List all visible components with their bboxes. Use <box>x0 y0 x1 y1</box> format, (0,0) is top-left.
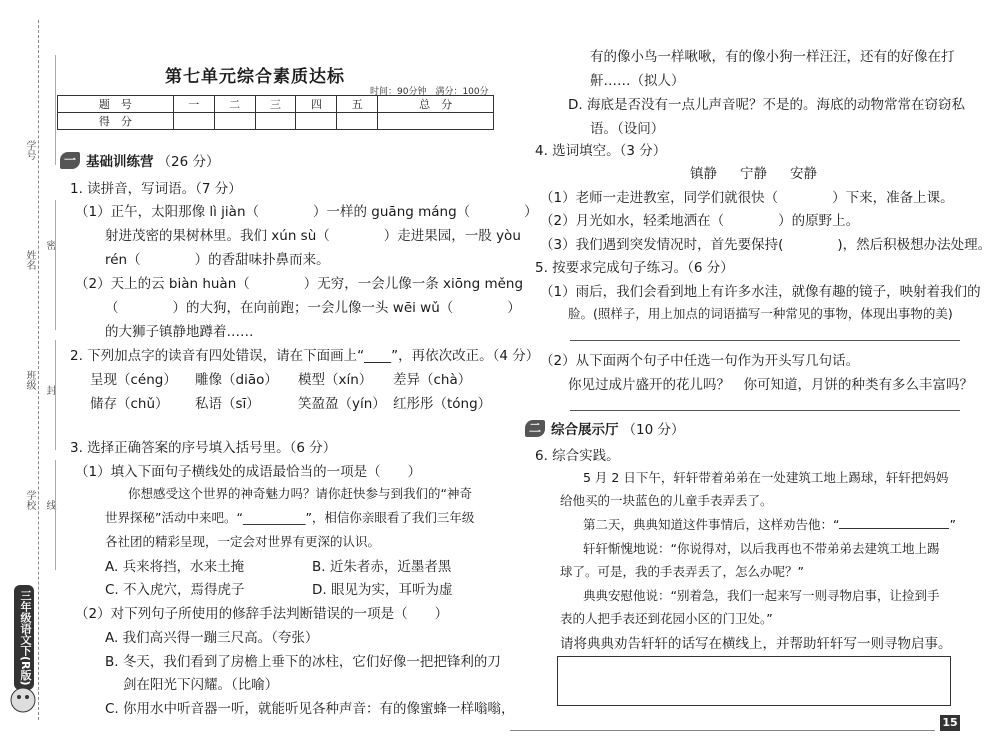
q2-item: 呈现（céng） <box>90 372 177 388</box>
q6-para-2-text: 第二天，典典知道这件事情后，这样劝告他：“ <box>583 517 840 532</box>
q5-2-line-b: 你见过成片盛开的花儿吗？ 你可知道，月饼的种类有多么丰富吗？ <box>568 377 973 393</box>
question-5: 5. 按要求完成句子练习。（6 分） <box>535 260 734 276</box>
question-4: 4. 选词填空。（3 分） <box>535 143 667 159</box>
question-2: 2. 下列加点字的读音有四处错误，请在下面画上“____”，再依次改正。（4 分） <box>70 348 540 364</box>
q3-1-passage-2: 世界探秘”活动中来吧。“__________”，相信你亲眼看了我们三年级 <box>105 510 475 525</box>
section-2-number: 二 <box>525 420 545 437</box>
q6-para-2-end: ” <box>949 517 956 532</box>
q6-advice-blank[interactable] <box>839 516 949 529</box>
q3-2-option-b-2: 剑在阳光下闪耀。（比喻） <box>123 677 279 693</box>
section-1-heading <box>60 150 219 170</box>
score-cell: 五 <box>337 96 378 113</box>
name-label: 姓名 <box>24 250 35 270</box>
section-2-heading <box>525 418 684 438</box>
q6-task: 请将典典劝告轩轩的话写在横线上，并帮助轩轩写一则寻物启事。 <box>560 636 952 652</box>
q3-1-prompt: （1）填入下面句子横线处的成语最恰当的一项是（ ） <box>75 464 422 480</box>
q1-1-line-b: 射进茂密的果树林里。我们 xún sù（ ）走进果园，一股 yòu <box>105 228 521 244</box>
book-label: 三年级语文下(R版) <box>19 590 32 686</box>
score-cell: 得 分 <box>58 113 174 130</box>
q4-2: （2）月光如水，轻柔地洒在（ ）的原野上。 <box>540 213 860 229</box>
score-input[interactable] <box>378 113 494 130</box>
q2-item: 笑盈盈（yín） <box>298 396 386 412</box>
student-no-line <box>55 55 56 165</box>
section-2-points: （10 分） <box>622 422 685 438</box>
section-1-number: 一 <box>60 152 80 169</box>
q2-item: 模型（xín） <box>298 372 373 388</box>
name-line <box>55 200 56 330</box>
question-3: 3. 选择正确答案的序号填入括号里。（6 分） <box>70 440 337 456</box>
q4-word: 安静 <box>790 166 817 182</box>
q6-para-2 <box>583 515 956 533</box>
q1-1-line-c: rén（ ）的香甜味扑鼻而来。 <box>105 252 330 268</box>
q5-1-answer-line[interactable] <box>570 340 960 341</box>
score-input[interactable] <box>255 113 296 130</box>
section-1-title: 基础训练营 <box>86 154 154 170</box>
seal-word-2: 封 <box>44 385 55 395</box>
seal-word-1: 密 <box>44 240 55 250</box>
q3-1-passage-1: 你想感受这个世界的神奇魅力吗？请你赶快参与到我们的“神奇 <box>128 486 472 501</box>
class-line <box>55 340 56 450</box>
school-label: 学校 <box>24 490 35 510</box>
section-2-title: 综合展示厅 <box>551 422 619 438</box>
q3-2-option-d-1: D. 海底是否没有一点儿声音呢？不是的。海底的动物常常在窃窃私 <box>568 97 965 113</box>
q3-2-prompt: （2）对下列句子所使用的修辞手法判断错误的一项是（ ） <box>75 606 449 622</box>
score-cell: 四 <box>296 96 337 113</box>
q2-item: 差异（chà） <box>393 372 472 388</box>
q4-word: 宁静 <box>740 166 767 182</box>
q3-2-option-d-2: 语。（设问） <box>590 121 665 137</box>
page-footer-line <box>510 730 935 731</box>
score-cell: 一 <box>173 96 214 113</box>
score-cell: 题 号 <box>58 96 174 113</box>
q5-1-line-b: 脸。(照样子，用上加点的词语描写一种常见的事物，体现出事物的美) <box>568 306 953 321</box>
q2-item: 雕像（diāo） <box>195 372 278 388</box>
book-badge <box>8 585 38 715</box>
q3-2-option-c-cont-1: 有的像小鸟一样啾啾，有的像小狗一样汪汪，还有的好像在打 <box>590 49 955 65</box>
q1-2-line-a: （2）天上的云 biàn huàn（ ）无穷，一会儿像一条 xiōng měng <box>75 276 524 292</box>
q3-2-option-a: A. 我们高兴得一蹦三尺高。（夸张） <box>105 630 319 646</box>
school-line <box>55 460 56 570</box>
q3-2-option-b-1: B. 冬天，我们看到了房檐上垂下的冰柱，它们好像一把把锋利的刀 <box>105 654 501 670</box>
score-input[interactable] <box>214 113 255 130</box>
q1-2-line-c: 的大狮子镇静地蹲着…… <box>105 324 254 340</box>
q6-para-1b: 给他买的一块蓝色的儿童手表弄丢了。 <box>560 493 773 508</box>
q5-1-line-a: （1）雨后，我们会看到地上有许多水洼，就像有趣的镜子，映射着我们的 <box>540 284 981 300</box>
page-number: 15 <box>940 715 960 731</box>
score-value-row <box>58 113 494 130</box>
q4-word: 镇静 <box>690 166 717 182</box>
q2-item: 储存（chǔ） <box>90 396 169 412</box>
q6-para-4a: 典典安慰他说：“别着急，我们一起来写一则寻物启事，让捡到手 <box>583 588 940 603</box>
exam-meta: 时间：90分钟 满分：100分 <box>370 87 489 97</box>
q6-para-3b: 球了。可是，我的手表弄丢了，怎么办呢？” <box>560 564 804 579</box>
score-input[interactable] <box>296 113 337 130</box>
q6-answer-box[interactable] <box>557 656 951 706</box>
score-header-row <box>58 96 494 113</box>
q3-1-option-c: C. 不入虎穴，焉得虎子 <box>105 582 245 598</box>
q3-1-option-d: D. 眼见为实，耳听为虚 <box>312 582 453 598</box>
q6-para-3a: 轩轩惭愧地说：“你说得对，以后我再也不带弟弟去建筑工地上踢 <box>583 541 940 556</box>
score-cell: 二 <box>214 96 255 113</box>
q5-2-answer-line[interactable] <box>570 410 960 411</box>
question-6: 6. 综合实践。 <box>535 448 620 464</box>
score-cell: 总 分 <box>378 96 494 113</box>
q4-3: （3）我们遇到突发情况时，首先要保持( )，然后积极想办法处理。 <box>540 237 992 253</box>
q1-1-line-a: （1）正午，太阳那像 lì jiàn（ ）一样的 guāng máng（ ） <box>75 204 538 220</box>
question-1: 1. 读拼音，写词语。（7 分） <box>70 181 242 197</box>
q3-2-option-c: C. 你用水中听音器一听，就能听见各种声音：有的像蜜蜂一样嗡嗡， <box>105 701 515 717</box>
q2-item: 红彤彤（tóng） <box>393 396 492 412</box>
q6-para-4b: 表的人把手表还到花园小区的门卫处。” <box>560 611 773 626</box>
q2-item: 私语（sī） <box>195 396 260 412</box>
score-input[interactable] <box>173 113 214 130</box>
q3-1-option-b: B. 近朱者赤，近墨者黑 <box>312 559 452 575</box>
seal-word-3: 线 <box>44 500 55 510</box>
page-title: 第七单元综合素质达标 <box>165 67 345 87</box>
q5-2-line-a: （2）从下面两个句子中任选一句作为开头写几句话。 <box>540 353 860 369</box>
score-cell: 三 <box>255 96 296 113</box>
class-label: 班级 <box>24 370 35 390</box>
section-1-points: （26 分） <box>157 154 220 170</box>
q3-2-option-c-cont-2: 鼾……（拟人） <box>590 73 685 89</box>
binding-dashed-line <box>38 20 39 720</box>
score-table <box>57 95 494 130</box>
q1-2-line-b: （ ）的大狗，在向前跑；一会儿像一头 wēi wǔ（ ） <box>105 300 521 316</box>
student-no-label: 学号 <box>24 140 35 160</box>
q3-1-option-a: A. 兵来将挡，水来土掩 <box>105 559 245 575</box>
q3-1-passage-3: 各社团的精彩呈现，一定会对世界有更深的认识。 <box>105 534 381 549</box>
q6-para-1a: 5 月 2 日下午，轩轩带着弟弟在一处建筑工地上踢球，轩轩把妈妈 <box>583 470 949 485</box>
q4-1: （1）老师一走进教室，同学们就很快（ ）下来，准备上课。 <box>540 190 954 206</box>
score-input[interactable] <box>337 113 378 130</box>
